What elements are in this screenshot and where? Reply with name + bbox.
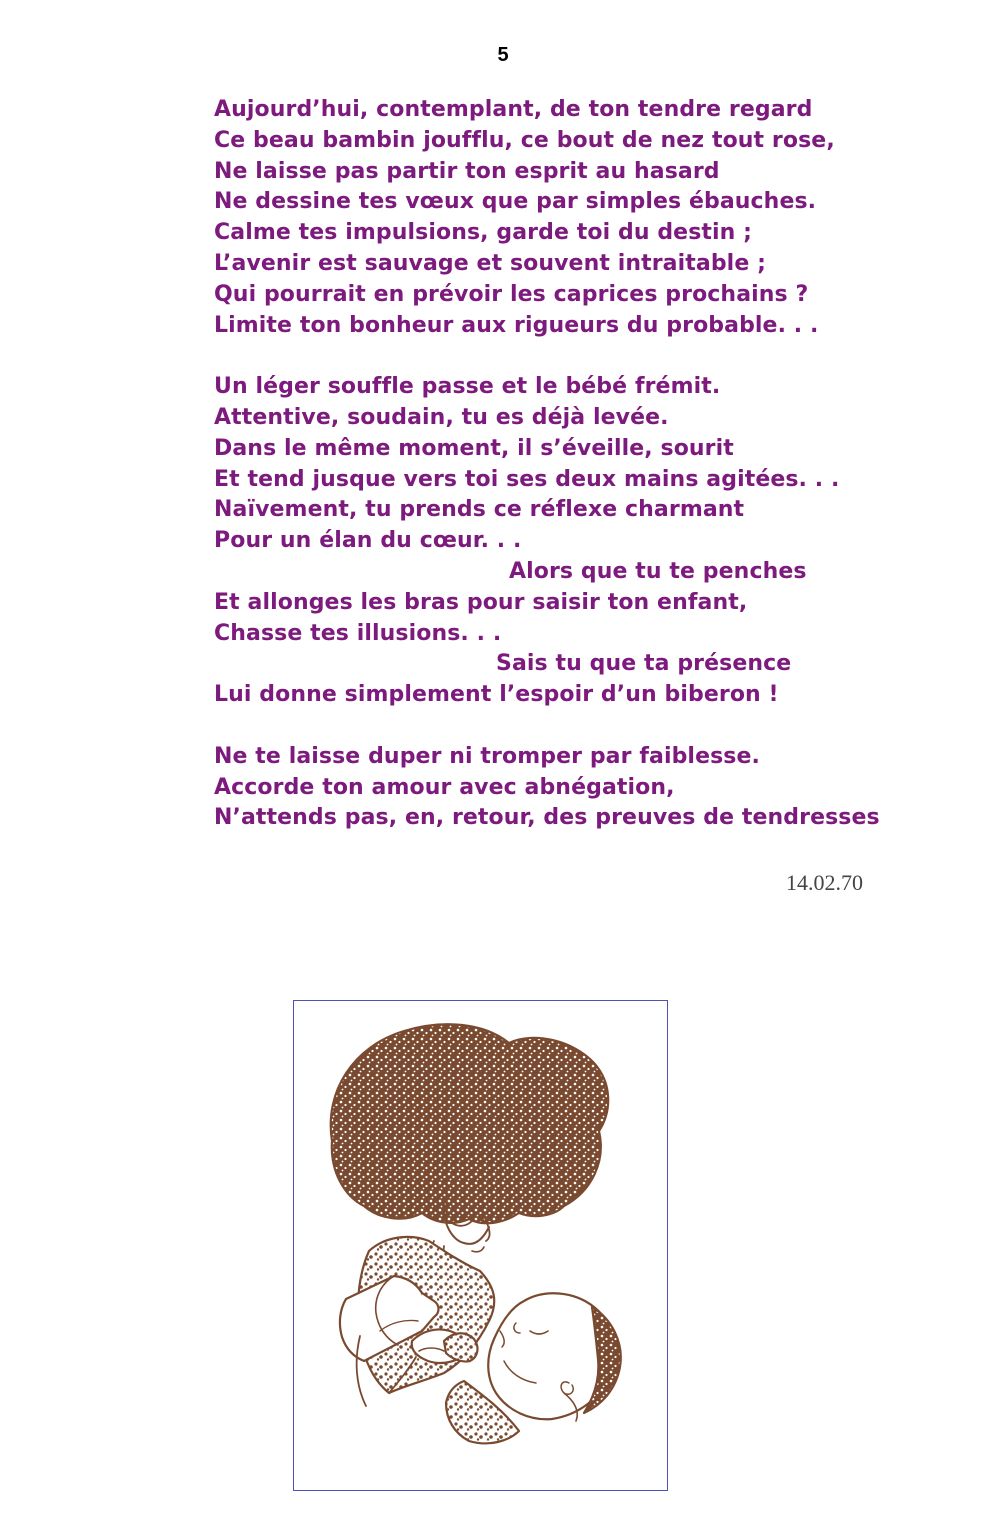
stanza-divider: [214, 711, 914, 742]
poem-line-indented: Sais tu que ta présence: [496, 651, 792, 677]
poem-line: Aujourd’hui, contemplant, de ton tendre regard: [214, 97, 813, 122]
poem-line: Et allonges les bras pour saisir ton enfant,: [214, 589, 748, 615]
page-number: 5: [497, 44, 509, 66]
poem-line: Et tend jusque vers toi ses deux mains agitées. . .: [214, 466, 840, 492]
poem-line: Naïvement, tu prends ce réflexe charmant: [214, 497, 745, 523]
poem-line: Pour un élan du cœur. . .: [214, 528, 522, 554]
stanza-divider: [214, 341, 914, 372]
poem-line: Chasse tes illusions. . .: [214, 620, 502, 646]
poem-line: Limite ton bonheur aux rigueurs du probable. . .: [214, 312, 819, 338]
poem-line: Attentive, soudain, tu es déjà levée.: [214, 404, 669, 430]
poem-line: Lui donne simplement l’espoir d’un biberon !: [214, 682, 779, 708]
mother-feeding-baby-drawing: [294, 1001, 667, 1490]
poem: [214, 95, 914, 834]
poem-line: Ne te laisse duper ni tromper par faiblesse.: [214, 743, 760, 769]
poem-date: 14.02.70: [786, 870, 863, 895]
poem-line: Ne dessine tes vœux que par simples ébauches.: [214, 189, 817, 215]
poem-line: N’attends pas, en, retour, des preuves de tendresses: [214, 805, 880, 831]
poem-line: Accorde ton amour avec abnégation,: [214, 774, 675, 800]
poem-line: Qui pourrait en prévoir les caprices prochains ?: [214, 281, 809, 307]
poem-line-indented: Alors que tu te penches: [509, 558, 807, 584]
stanza-2: [214, 372, 914, 711]
poem-line: Ne laisse pas partir ton esprit au hasard: [214, 158, 720, 184]
poem-line: Dans le même moment, il s’éveille, sourit: [214, 435, 734, 461]
poem-line: Calme tes impulsions, garde toi du destin ;: [214, 220, 753, 246]
illustration-frame: [293, 1000, 668, 1491]
poem-line: Un léger souffle passe et le bébé frémit.: [214, 374, 721, 400]
poem-line: Ce beau bambin joufflu, ce bout de nez tout rose,: [214, 127, 835, 153]
poem-line: L’avenir est sauvage et souvent intraitable ;: [214, 250, 766, 276]
stanza-1: [214, 95, 914, 341]
stanza-3: [214, 742, 914, 834]
